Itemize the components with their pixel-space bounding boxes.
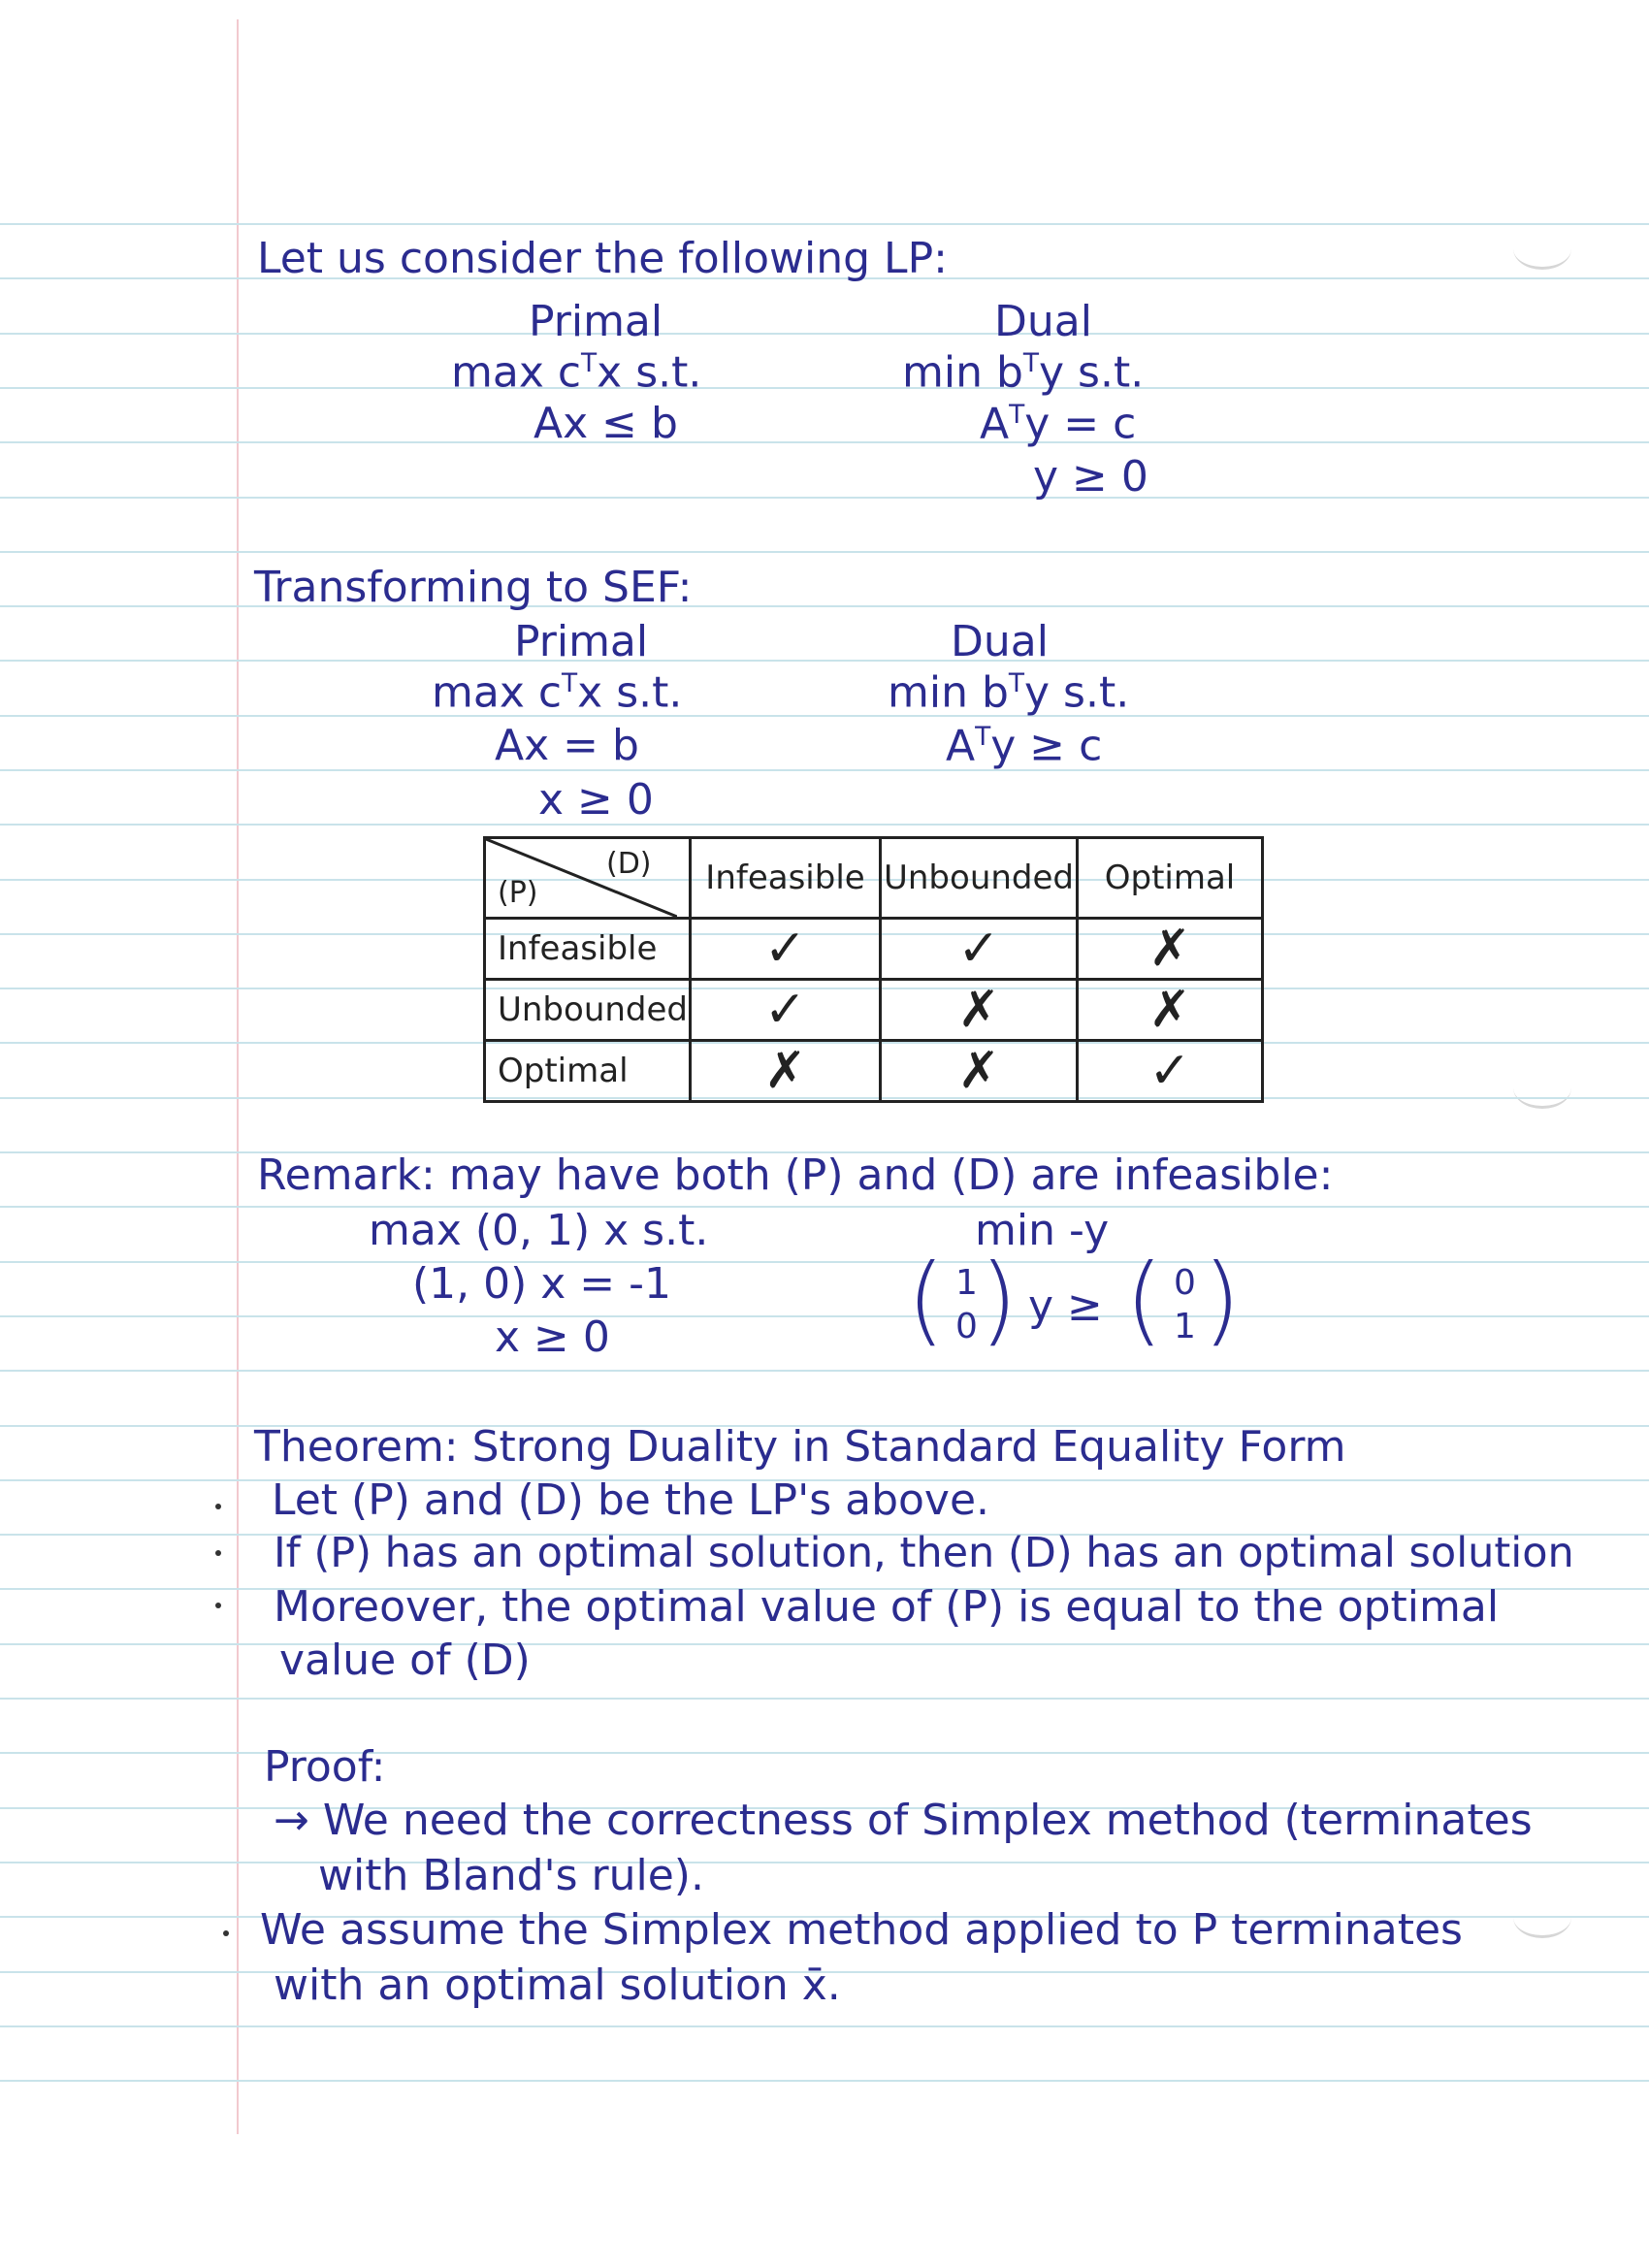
ruled-line [0, 551, 1649, 553]
binder-hole [1513, 228, 1571, 270]
table-row [485, 919, 1263, 980]
lp-dual-constraint: $A^Ty = c$ [980, 399, 1137, 449]
ruled-line [0, 1261, 1649, 1263]
rhs-vector-bottom: 1 [1174, 1307, 1196, 1346]
intro-heading: Let us consider the following LP: [257, 234, 948, 283]
check-mark: ✓ [881, 919, 1078, 980]
lhs-vector-bottom: 0 [955, 1307, 978, 1346]
sef-primal-nonneg: x ≥ 0 [538, 775, 654, 825]
row-header: Unbounded [485, 980, 691, 1041]
row-header: Infeasible [485, 919, 691, 980]
table-row [485, 1041, 1263, 1102]
lp-dual-objective: $\min b^Ty$ s.t. [902, 347, 1145, 398]
proof-line-2: with Bland's rule). [318, 1851, 704, 1900]
cross-mark: ✗ [881, 1041, 1078, 1102]
ruled-line [0, 387, 1649, 389]
sef-dual-constraint: $A^Ty \ge c$ [946, 721, 1103, 771]
ruled-line [0, 1643, 1649, 1645]
cross-mark: ✗ [881, 980, 1078, 1041]
ruled-line [0, 1315, 1649, 1317]
ruled-line [0, 497, 1649, 499]
ruled-line [0, 824, 1649, 826]
theorem-heading: Theorem: Strong Duality in Standard Equality Form [254, 1422, 1346, 1472]
ruled-line [0, 223, 1649, 225]
ruled-line [0, 441, 1649, 443]
margin-line [237, 19, 239, 2134]
binder-hole [1513, 1067, 1571, 1109]
left-paren-icon: ( [1125, 1243, 1164, 1356]
table-header-row [485, 838, 1263, 919]
column-header: Optimal [1078, 838, 1263, 919]
corner-label-d: (D) [606, 847, 652, 881]
bullet-dot [215, 1550, 221, 1556]
ruled-line [0, 1862, 1649, 1863]
check-mark: ✓ [1078, 1041, 1263, 1102]
proof-line-1: → We need the correctness of Simplex method (terminates [274, 1796, 1533, 1845]
lp-dual-heading: Dual [994, 297, 1092, 346]
right-paren-icon: ) [980, 1243, 1018, 1356]
remark-dual-constraint-mid: y ≥ [1028, 1281, 1103, 1331]
theorem-line-1: Let (P) and (D) be the LP's above. [272, 1475, 990, 1525]
sef-dual-heading: Dual [951, 617, 1049, 666]
right-paren-icon: ) [1203, 1243, 1242, 1356]
rhs-vector-top: 0 [1174, 1263, 1196, 1303]
table-corner-cell [485, 838, 691, 919]
proof-line-3: We assume the Simplex method applied to P terminates [260, 1905, 1463, 1955]
sef-primal-constraint: Ax = b [495, 721, 639, 770]
ruled-line [0, 1752, 1649, 1754]
left-paren-icon: ( [907, 1243, 946, 1356]
theorem-line-2: If (P) has an optimal solution, then (D) has an optimal solution [274, 1529, 1574, 1577]
sef-dual-objective: $\min b^Ty$ s.t. [888, 667, 1130, 718]
duality-outcome-table [483, 836, 1264, 1103]
lhs-vector-top: 1 [955, 1263, 978, 1303]
lp-primal-heading: Primal [529, 297, 663, 346]
ruled-line [0, 2025, 1649, 2027]
ruled-line [0, 715, 1649, 717]
corner-label-p: (P) [498, 876, 538, 910]
theorem-line-4: value of (D) [279, 1636, 531, 1685]
bullet-dot [215, 1603, 221, 1608]
check-mark: ✓ [691, 980, 881, 1041]
check-mark: ✓ [691, 919, 881, 980]
cross-mark: ✗ [1078, 919, 1263, 980]
remark-heading: Remark: may have both (P) and (D) are infeasible: [257, 1150, 1334, 1200]
cross-mark: ✗ [691, 1041, 881, 1102]
remark-primal-objective: max (0, 1) x s.t. [369, 1206, 709, 1255]
row-header: Optimal [485, 1041, 691, 1102]
remark-dual-objective: min -y [975, 1206, 1110, 1255]
ruled-line [0, 1370, 1649, 1372]
proof-heading: Proof: [264, 1742, 386, 1792]
lp-primal-objective: $\max c^Tx$ s.t. [451, 347, 702, 398]
ruled-line [0, 333, 1649, 335]
table-row [485, 980, 1263, 1041]
lp-dual-nonneg: y ≥ 0 [1033, 452, 1148, 502]
sef-heading: Transforming to SEF: [254, 563, 693, 612]
bullet-dot [215, 1504, 221, 1509]
proof-line-4: with an optimal solution x̄. [274, 1960, 841, 2010]
bullet-dot [223, 1930, 229, 1936]
theorem-line-3: Moreover, the optimal value of (P) is equal to the optimal [274, 1582, 1500, 1632]
ruled-line [0, 1206, 1649, 1208]
sef-primal-objective: $\max c^Tx$ s.t. [432, 667, 683, 718]
column-header: Infeasible [691, 838, 881, 919]
column-header: Unbounded [881, 838, 1078, 919]
cross-mark: ✗ [1078, 980, 1263, 1041]
remark-primal-constraint: (1, 0) x = -1 [412, 1259, 672, 1309]
remark-primal-nonneg: x ≥ 0 [495, 1312, 610, 1362]
ruled-line [0, 1698, 1649, 1700]
sef-primal-heading: Primal [514, 617, 649, 666]
ruled-line [0, 660, 1649, 662]
lp-primal-constraint: Ax ≤ b [534, 399, 678, 448]
ruled-line [0, 605, 1649, 607]
ruled-line [0, 769, 1649, 771]
ruled-line [0, 2080, 1649, 2082]
